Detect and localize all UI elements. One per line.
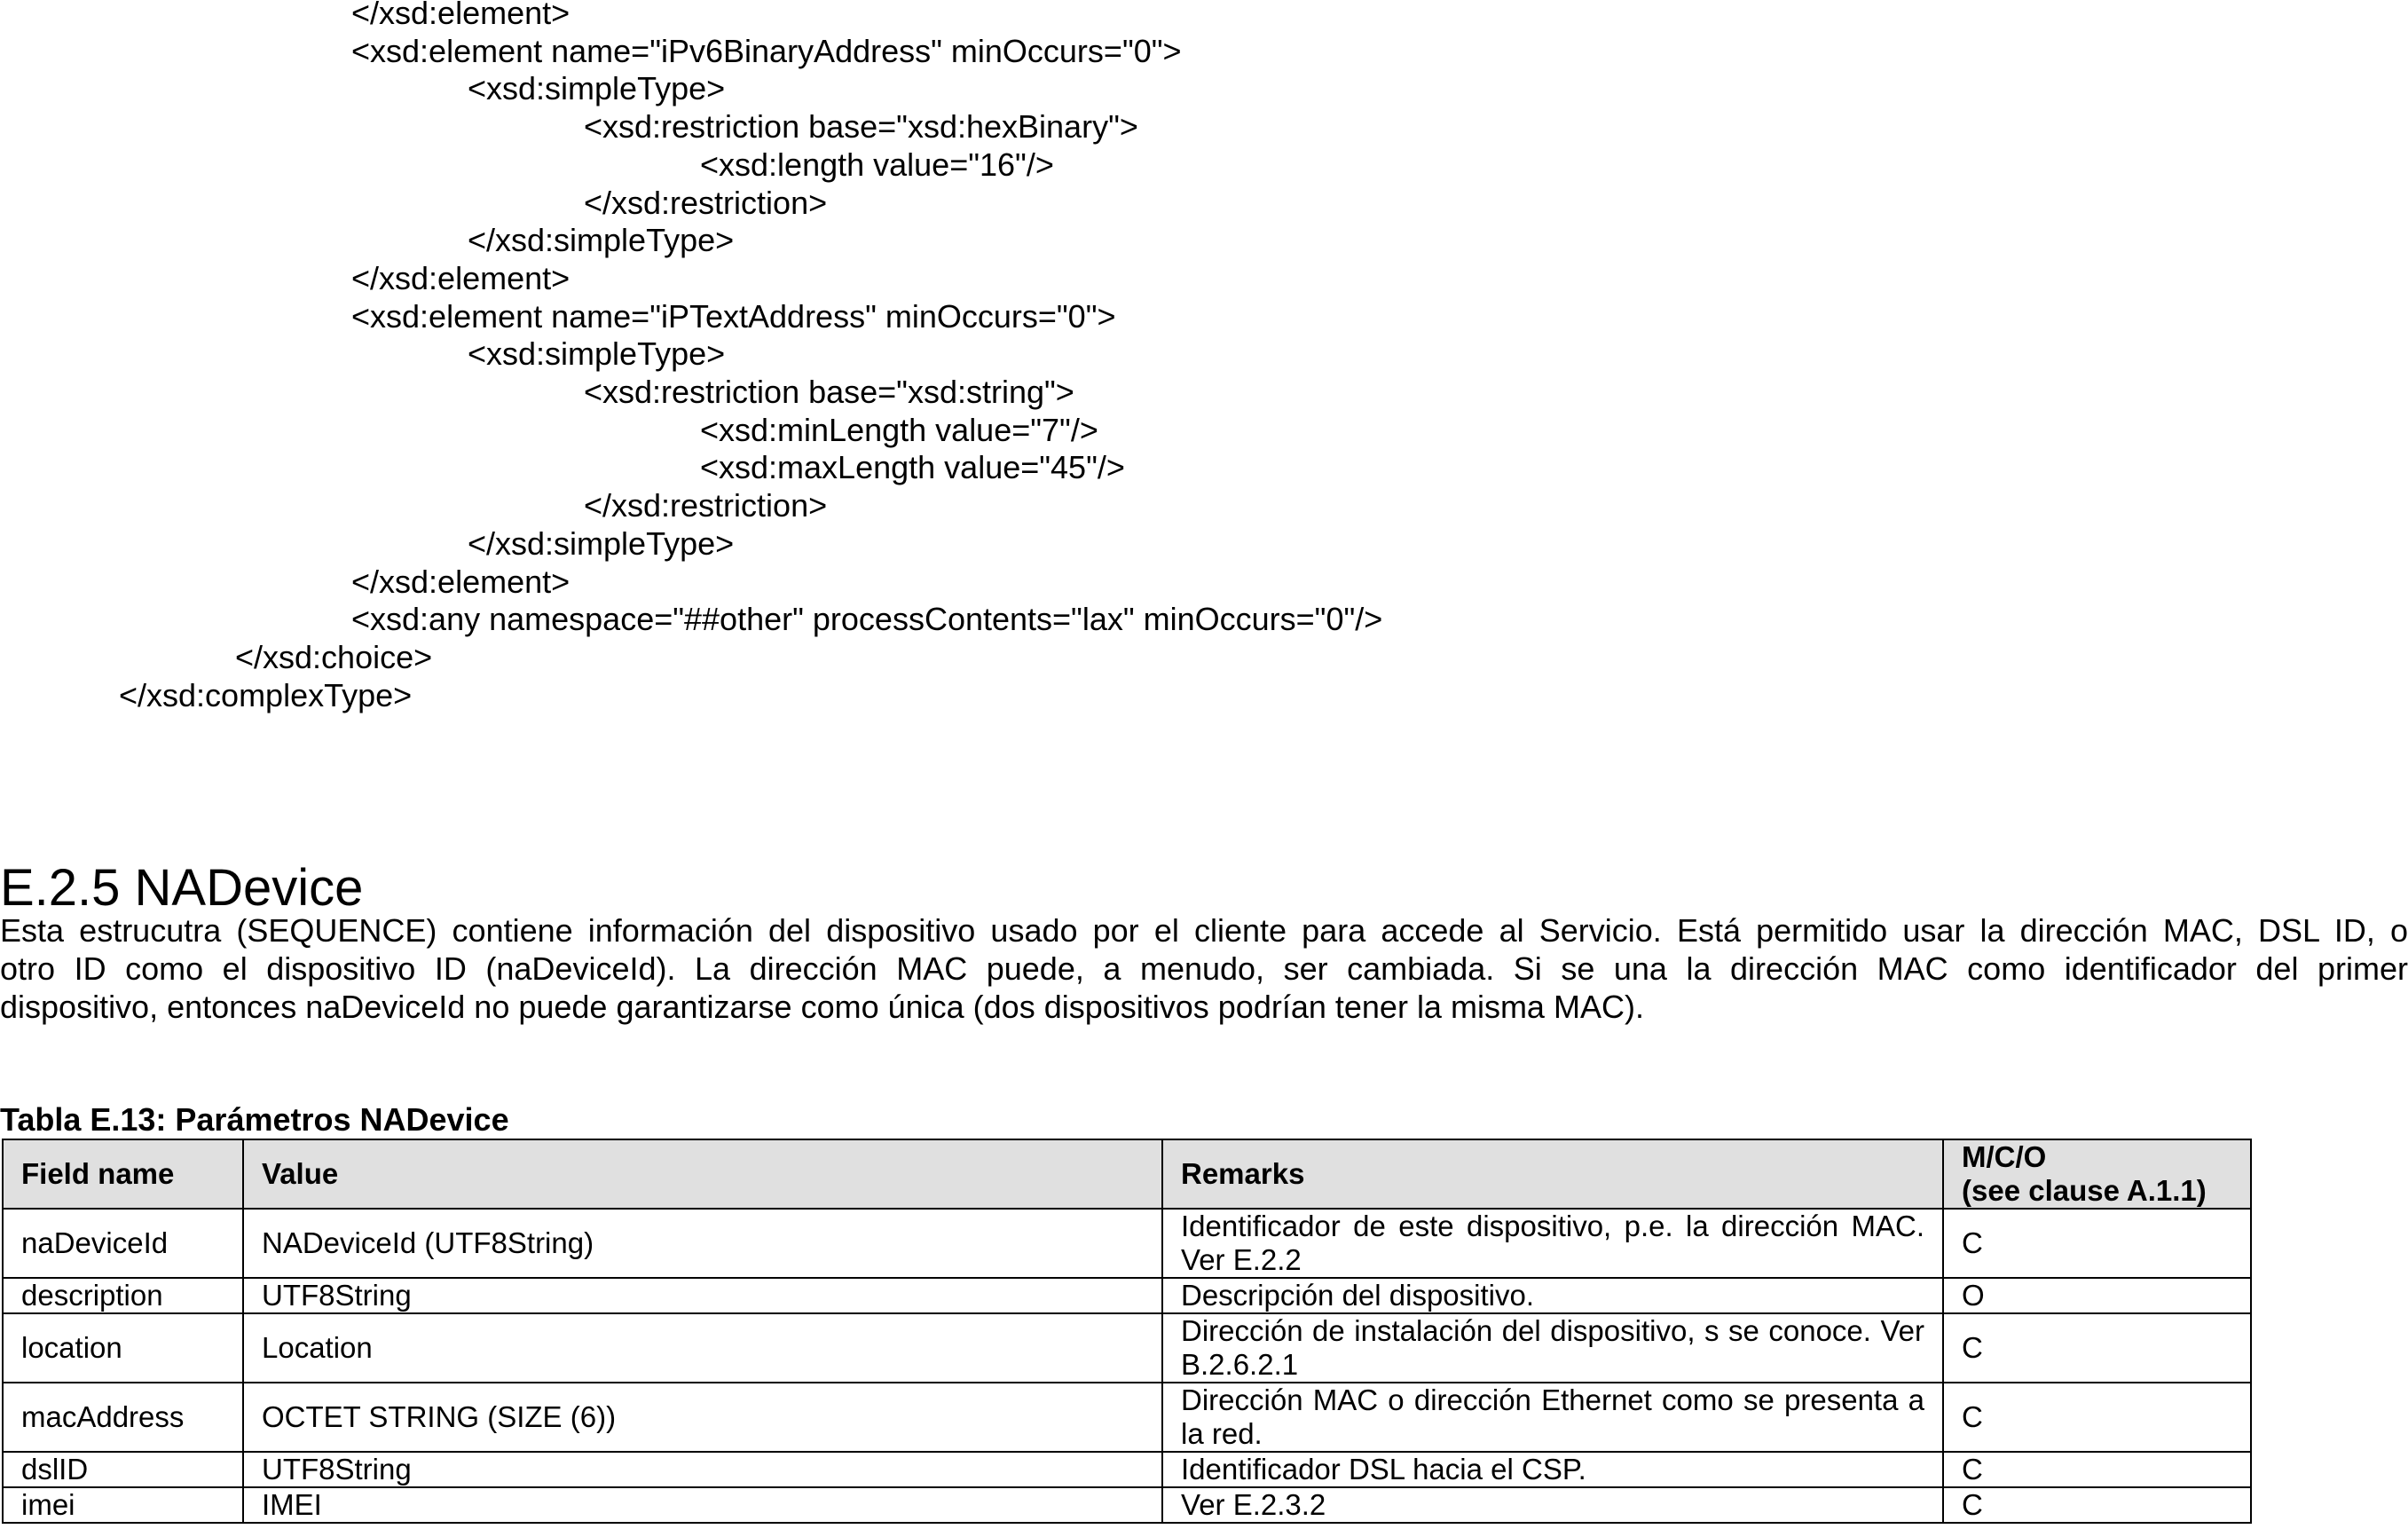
code-line: <xsd:simpleType> — [468, 70, 726, 107]
code-line: <xsd:element name="iPTextAddress" minOccurs="0"> — [351, 297, 1116, 335]
cell-remarks: Identificador DSL hacia el CSP. — [1162, 1452, 1943, 1487]
paragraph-line: otro ID como el dispositivo ID (naDeviceId). La dirección MAC puede, a menudo, ser cambiada. Si se una la dirección MAC como identificador del primer — [0, 950, 2408, 987]
code-line: </xsd:simpleType> — [468, 524, 735, 562]
cell-value: Location — [243, 1313, 1162, 1383]
paragraph-line: dispositivo, entonces naDeviceId no puede garantizarse como única (dos dispositivos podrían tener la misma MAC). — [0, 989, 1644, 1025]
cell-field-name: dslID — [3, 1452, 243, 1487]
code-line: </xsd:element> — [351, 259, 571, 296]
cell-mco: C — [1943, 1452, 2251, 1487]
cell-remarks: Dirección MAC o dirección Ethernet como se presenta a la red. — [1162, 1383, 1943, 1452]
code-line: </xsd:restriction> — [584, 184, 828, 221]
code-line: <xsd:any namespace="##other" processContents="lax" minOccurs="0"/> — [351, 601, 1383, 638]
cell-remarks: Dirección de instalación del dispositivo, s se conoce. Ver B.2.6.2.1 — [1162, 1313, 1943, 1383]
cell-mco: C — [1943, 1383, 2251, 1452]
cell-field-name: description — [3, 1278, 243, 1313]
table-body — [3, 1209, 2251, 1523]
cell-field-name: naDeviceId — [3, 1209, 243, 1278]
cell-value: IMEI — [243, 1487, 1162, 1523]
nadevice-parameters-table — [2, 1139, 2252, 1524]
code-line: </xsd:choice> — [235, 638, 433, 675]
cell-mco: C — [1943, 1313, 2251, 1383]
code-line: </xsd:simpleType> — [468, 222, 735, 259]
cell-remarks: Identificador de este dispositivo, p.e. la dirección MAC. Ver E.2.2 — [1162, 1209, 1943, 1278]
header-mco-line2: (see clause A.1.1) — [1962, 1174, 2207, 1207]
cell-mco: O — [1943, 1278, 2251, 1313]
table-row — [3, 1278, 2251, 1313]
cell-field-name: macAddress — [3, 1383, 243, 1452]
code-line: <xsd:element name="iPv6BinaryAddress" minOccurs="0"> — [351, 32, 1182, 69]
table-row — [3, 1313, 2251, 1383]
table-row — [3, 1487, 2251, 1523]
table-row — [3, 1452, 2251, 1487]
code-line: <xsd:length value="16"/> — [700, 146, 1054, 183]
section-heading: E.2.5 NADevice — [0, 859, 364, 918]
code-line: </xsd:complexType> — [119, 676, 413, 713]
code-line: <xsd:restriction base="xsd:hexBinary"> — [584, 108, 1138, 146]
code-line: </xsd:element> — [351, 563, 571, 600]
section-paragraph — [0, 911, 2408, 1026]
cell-mco: C — [1943, 1209, 2251, 1278]
table-caption: Tabla E.13: Parámetros NADevice — [0, 1101, 509, 1138]
table-row — [3, 1383, 2251, 1452]
code-line: <xsd:maxLength value="45"/> — [700, 449, 1125, 486]
cell-field-name: imei — [3, 1487, 243, 1523]
paragraph-line: Esta estrucutra (SEQUENCE) contiene información del dispositivo usado por el cliente para accede al Servicio. Está permitido usar la dirección MAC, DSL ID, o — [0, 912, 2408, 949]
cell-value: UTF8String — [243, 1278, 1162, 1313]
cell-remarks: Descripción del dispositivo. — [1162, 1278, 1943, 1313]
code-line: <xsd:simpleType> — [468, 335, 726, 373]
cell-field-name: location — [3, 1313, 243, 1383]
table-row — [3, 1209, 2251, 1278]
cell-value: NADeviceId (UTF8String) — [243, 1209, 1162, 1278]
header-field-name: Field name — [3, 1139, 243, 1209]
code-line: </xsd:restriction> — [584, 487, 828, 524]
header-value: Value — [243, 1139, 1162, 1209]
cell-value: UTF8String — [243, 1452, 1162, 1487]
cell-value: OCTET STRING (SIZE (6)) — [243, 1383, 1162, 1452]
header-mco-line1: M/C/O — [1962, 1140, 2047, 1173]
cell-remarks: Ver E.2.3.2 — [1162, 1487, 1943, 1523]
code-line: <xsd:restriction base="xsd:string"> — [584, 374, 1074, 410]
code-line: <xsd:minLength value="7"/> — [700, 411, 1098, 448]
cell-mco: C — [1943, 1487, 2251, 1523]
header-mco — [1943, 1139, 2251, 1209]
code-line: </xsd:element> — [351, 0, 571, 31]
table-header-row — [3, 1139, 2251, 1209]
header-remarks: Remarks — [1162, 1139, 1943, 1209]
